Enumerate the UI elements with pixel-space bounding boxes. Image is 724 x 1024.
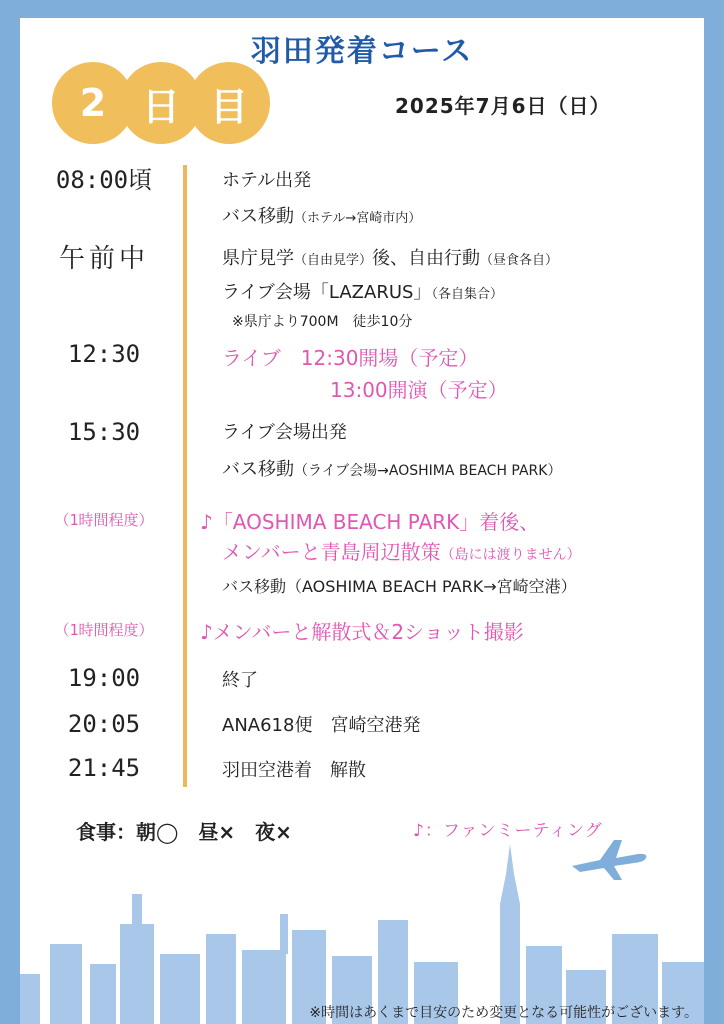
event-arrival: 羽田空港着 解散 (222, 760, 366, 781)
event-bus-3: バス移動（AOSHIMA BEACH PARK→宮崎空港） (222, 577, 577, 596)
city-skyline-illustration (20, 834, 704, 1024)
event-aoshima-walk-main: メンバーと青島周辺散策 (222, 540, 441, 564)
day-badge-label: 目 (188, 62, 270, 144)
event-aoshima-arrival: ♪「AOSHIMA BEACH PARK」着後、 (200, 510, 540, 534)
event-bus-2-route: （ライブ会場→AOSHIMA BEACH PARK） (294, 463, 562, 479)
date-label: 2025年7月6日（日） (395, 94, 611, 118)
day-badge-day: 日 (120, 62, 202, 144)
event-prefecture-visit (222, 244, 558, 270)
time-duration-2: （1時間程度） (54, 621, 154, 639)
event-bus-2 (222, 455, 561, 481)
event-bus-1 (222, 202, 421, 228)
itinerary-card (20, 18, 704, 1024)
event-end: 終了 (222, 670, 258, 691)
time-2005: 20:05 (67, 710, 141, 738)
meals-info: 食事：朝◯ 昼× 夜× (76, 820, 292, 844)
event-venue-gather-sub: （各自集合） (431, 287, 503, 302)
event-bus-1-route: （ホテル→宮崎市内） (294, 211, 422, 226)
event-walk-note (232, 310, 412, 331)
time-0800: 08:00頃 (55, 166, 153, 194)
time-morning: 午前中 (58, 244, 149, 274)
event-venue-departure: ライブ会場出発 (222, 422, 347, 443)
event-hotel-departure: ホテル出発 (222, 170, 312, 191)
event-flight: ANA618便 宮崎空港発 (222, 715, 421, 736)
event-live-start: 13:00開演（予定） (330, 378, 508, 402)
time-2145: 21:45 (67, 754, 141, 782)
time-duration-1: （1時間程度） (54, 511, 154, 529)
event-farewell: ♪メンバーと解散式＆2ショット撮影 (200, 620, 524, 644)
page-title: 羽田発着コース (250, 34, 474, 69)
event-live-open: ライブ 12:30開場（予定） (222, 346, 479, 370)
legend-fan-meeting: ♪：ファンミーティング (413, 821, 603, 841)
event-aoshima-walk (222, 536, 581, 565)
time-1530: 15:30 (67, 418, 141, 446)
event-prefecture-visit-a: 県庁見学 (222, 248, 294, 269)
time-1230: 12:30 (67, 340, 141, 368)
event-bus-2-main: バス移動 (222, 459, 294, 480)
event-bus-1-main: バス移動 (222, 206, 294, 227)
event-walk-note-text: ※県庁より700M 徒歩10分 (232, 314, 413, 330)
event-prefecture-visit-b: （自由見学） (294, 253, 373, 268)
time-1900: 19:00 (67, 664, 141, 692)
day-badge-number: 2 (52, 62, 134, 144)
event-venue-gather (222, 278, 503, 304)
event-prefecture-visit-c: 後、自由行動 (372, 248, 481, 269)
event-venue-gather-main: ライブ会場「LAZARUS」 (222, 282, 432, 303)
footnote: ※時間はあくまで目安のため変更となる可能性がございます。 (309, 1005, 698, 1021)
event-prefecture-visit-d: （昼食各自） (480, 253, 559, 268)
event-aoshima-walk-sub: （島には渡りません） (440, 547, 581, 563)
